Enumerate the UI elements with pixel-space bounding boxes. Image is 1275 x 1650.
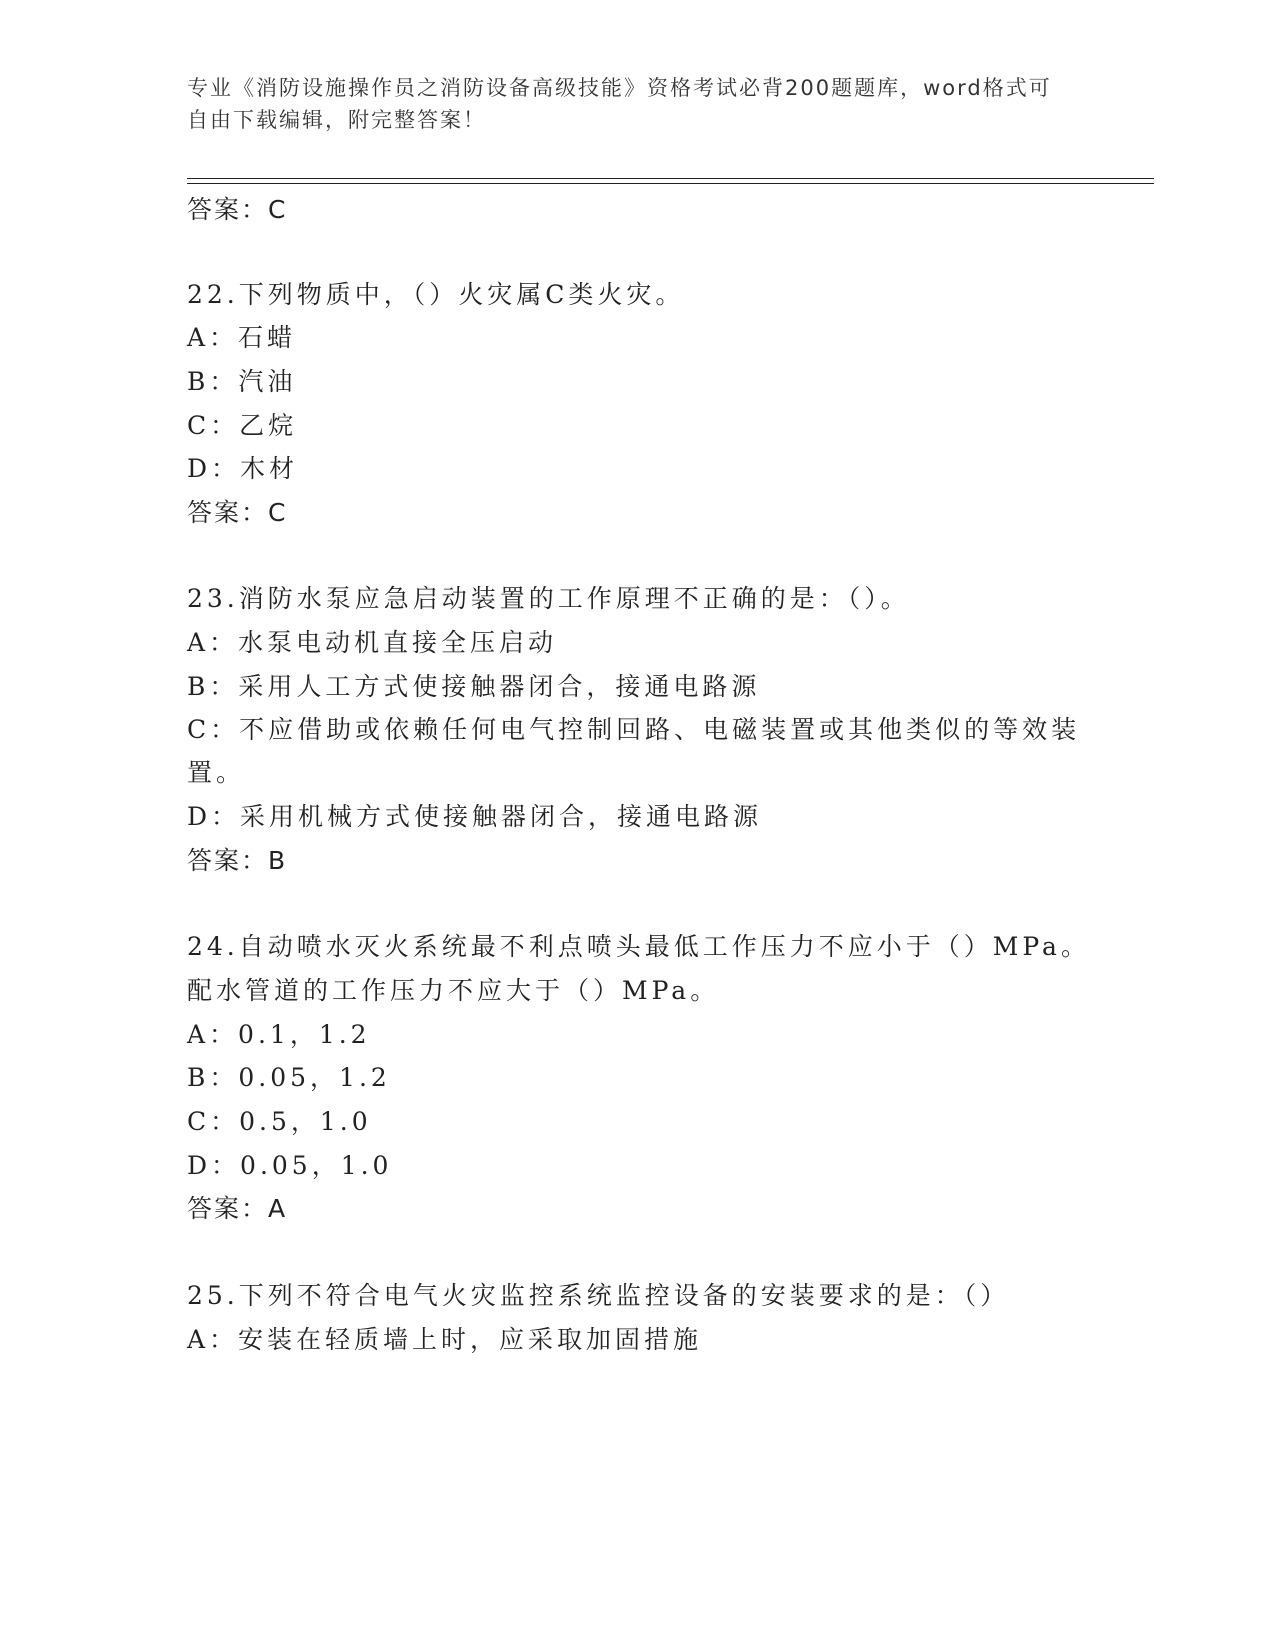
question-23-option-b: B：采用人工方式使接触器闭合，接通电路源 — [187, 672, 761, 701]
question-23-option-d: D：采用机械方式使接触器闭合，接通电路源 — [187, 802, 763, 831]
document-header: 专业《消防设施操作员之消防设备高级技能》资格考试必背200题题库，word格式可自由下载编辑，附完整答案！ — [187, 76, 1052, 132]
header-divider — [187, 178, 1154, 179]
header-divider-secondary — [187, 183, 1154, 184]
question-25-stem: 25.下列不符合电气火灾监控系统监控设备的安装要求的是：（） — [187, 1281, 1010, 1310]
question-22-answer: 答案：C — [187, 498, 288, 527]
question-24-stem-continued: 配水管道的工作压力不应大于（）MPa。 — [187, 976, 720, 1005]
question-23-option-a: A：水泵电动机直接全压启动 — [187, 628, 558, 657]
question-25-option-a: A：安装在轻质墙上时，应采取加固措施 — [187, 1325, 703, 1354]
question-24-option-b: B：0.05，1.2 — [187, 1063, 391, 1092]
question-24-stem: 24.自动喷水灭火系统最不利点喷头最低工作压力不应小于（）MPa。 — [187, 932, 1090, 961]
previous-answer: 答案：C — [187, 195, 288, 224]
question-23-option-c: C：不应借助或依赖任何电气控制回路、电磁装置或其他类似的等效装 — [187, 715, 1081, 744]
question-24-option-a: A：0.1，1.2 — [187, 1020, 371, 1049]
question-22-option-c: C：乙烷 — [187, 411, 298, 440]
question-23-stem: 23.消防水泵应急启动装置的工作原理不正确的是：（）。 — [187, 584, 910, 613]
question-24-option-c: C：0.5，1.0 — [187, 1107, 372, 1136]
question-22-option-a: A：石蜡 — [187, 323, 297, 352]
question-22-option-d: D：木材 — [187, 454, 299, 483]
question-23-option-c-continued: 置。 — [187, 758, 246, 787]
question-24-option-d: D：0.05，1.0 — [187, 1151, 393, 1180]
question-22-stem: 22.下列物质中，（）火灾属C类火灾。 — [187, 280, 685, 309]
question-22-option-b: B：汽油 — [187, 367, 297, 396]
question-24-answer: 答案：A — [187, 1194, 288, 1223]
question-23-answer: 答案：B — [187, 846, 288, 875]
